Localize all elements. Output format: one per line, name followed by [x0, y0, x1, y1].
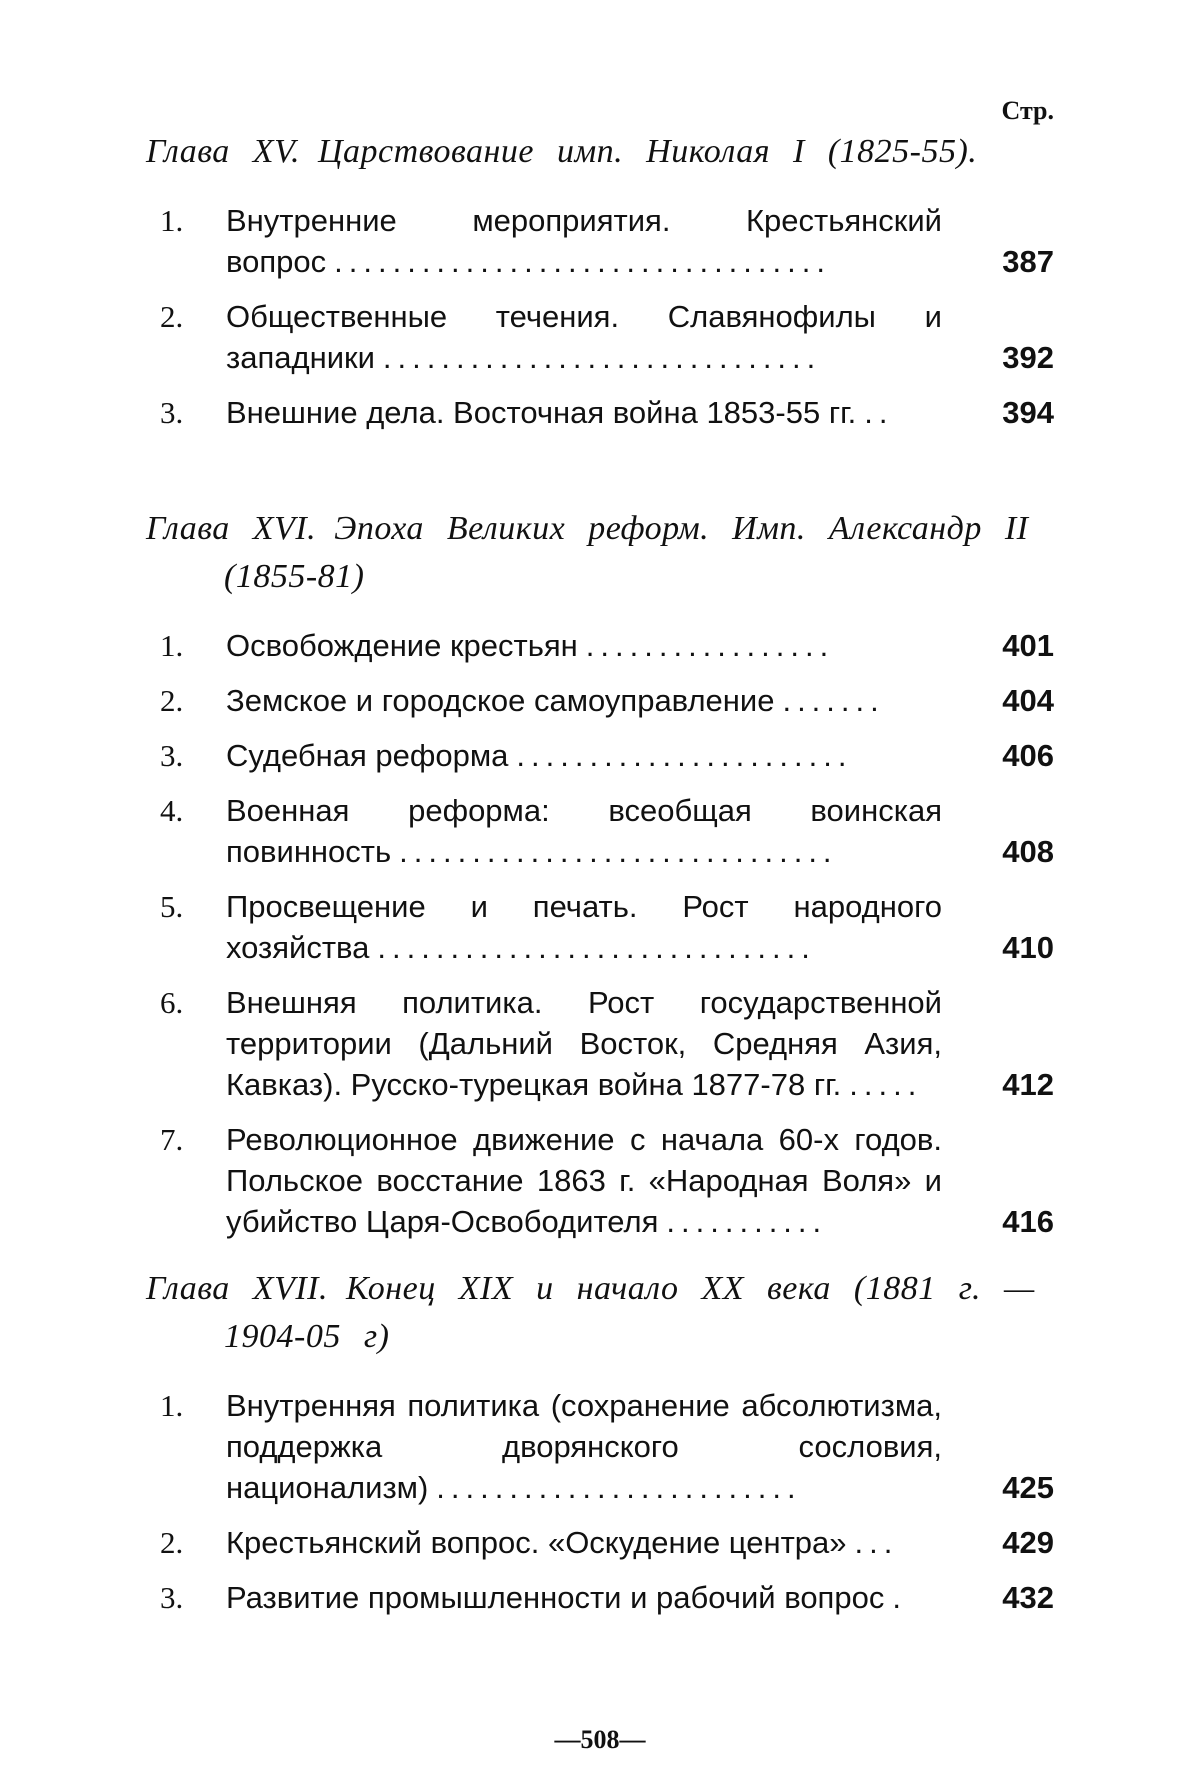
entry-page-number: 401 — [1002, 628, 1054, 663]
entry-title: Судебная реформа — [226, 738, 509, 773]
dot-leader: .................................. — [334, 244, 831, 279]
toc-entry[interactable] — [146, 1119, 1054, 1242]
entry-title: Внешняя политика. Рост государственной территории (Дальний Восток, Средняя Азия, Кавказ). Русско-турецкая война 1877-78 гг. — [226, 985, 942, 1102]
chapter-entries — [146, 200, 1054, 433]
chapter-entries — [146, 1385, 1054, 1618]
chapter-heading — [146, 128, 1054, 176]
entry-title: Внутренние мероприятия. Крестьянский вопрос — [226, 203, 942, 279]
entry-title: Освобождение крестьян — [226, 628, 578, 663]
chapter-title: Эпоха Великих реформ. Имп. Александр II (1855-81) — [224, 510, 1029, 595]
entry-page-number: 387 — [1002, 244, 1054, 279]
entry-number: 1. — [160, 203, 184, 238]
entry-page-number: 429 — [1002, 1525, 1054, 1560]
entry-page-number: 406 — [1002, 738, 1054, 773]
entry-title: Крестьянский вопрос. «Оскудение центра» — [226, 1525, 847, 1560]
chapter-17 — [146, 1265, 1054, 1632]
toc-entry[interactable] — [146, 625, 1054, 666]
chapter-heading — [146, 1265, 1054, 1361]
page-header-label: Стр. — [1001, 96, 1054, 125]
chapter-title: Конец XIX и начало XX века (1881 г. — 1904-05 г) — [224, 1270, 1035, 1355]
page-number: —508— — [554, 1725, 646, 1754]
entry-number: 2. — [160, 1525, 184, 1560]
entry-title: Революционное движение с начала 60-х годов. Польское восстание 1863 г. «Народная Воля» и убийство Царя-Освободителя — [226, 1122, 942, 1239]
toc-entry[interactable] — [146, 392, 1054, 433]
entry-page-number: 432 — [1002, 1580, 1054, 1615]
chapter-entries — [146, 625, 1054, 1242]
entry-page-number: 416 — [1002, 1204, 1054, 1239]
chapter-15 — [146, 128, 1054, 447]
entry-number: 2. — [160, 299, 184, 334]
toc-entry[interactable] — [146, 735, 1054, 776]
entry-title: Военная реформа: всеобщая воинская повинность — [226, 793, 942, 869]
chapter-16 — [146, 505, 1054, 1256]
entry-page-number: 392 — [1002, 340, 1054, 375]
dot-leader: ......................... — [436, 1470, 802, 1505]
entry-page-number: 425 — [1002, 1470, 1054, 1505]
dot-leader: .............................. — [399, 834, 838, 869]
entry-page-number: 394 — [1002, 395, 1054, 430]
dot-leader: .. — [864, 395, 894, 430]
entry-number: 2. — [160, 683, 184, 718]
dot-leader: ........... — [666, 1204, 828, 1239]
entry-title: Внутренняя политика (сохранение абсолютизма, поддержка дворянского сословия, национализм) — [226, 1388, 942, 1505]
entry-title: Внешние дела. Восточная война 1853-55 гг. — [226, 395, 857, 430]
chapter-label: Глава XVII. — [146, 1270, 328, 1307]
entry-title: Развитие промышленности и рабочий вопрос — [226, 1580, 885, 1615]
entry-page-number: 408 — [1002, 834, 1054, 869]
entry-page-number: 404 — [1002, 683, 1054, 718]
toc-entry[interactable] — [146, 886, 1054, 968]
chapter-heading — [146, 505, 1054, 601]
entry-number: 3. — [160, 1580, 184, 1615]
entry-number: 7. — [160, 1122, 184, 1157]
entry-number: 3. — [160, 738, 184, 773]
chapter-label: Глава XV. — [146, 133, 300, 170]
dot-leader: .............................. — [382, 340, 822, 375]
toc-entry[interactable] — [146, 790, 1054, 872]
toc-entry[interactable] — [146, 982, 1054, 1105]
toc-entry[interactable] — [146, 296, 1054, 378]
toc-entry[interactable] — [146, 200, 1054, 282]
entry-number: 5. — [160, 889, 184, 924]
chapter-title: Царствование имп. Николая I (1825-55). — [317, 133, 978, 170]
dot-leader: . — [892, 1580, 907, 1615]
entry-number: 4. — [160, 793, 184, 828]
entry-number: 6. — [160, 985, 184, 1020]
entry-title: Просвещение и печать. Рост народного хозяйства — [226, 889, 942, 965]
entry-number: 1. — [160, 1388, 184, 1423]
toc-entry[interactable] — [146, 1385, 1054, 1508]
dot-leader: ....................... — [516, 738, 853, 773]
dot-leader: ................. — [585, 628, 835, 663]
toc-entry[interactable] — [146, 1577, 1054, 1618]
entry-title: Земское и городское самоуправление — [226, 683, 775, 718]
chapter-label: Глава XVI. — [146, 510, 317, 547]
dot-leader: ..... — [849, 1067, 923, 1102]
dot-leader: ....... — [782, 683, 885, 718]
entry-number: 3. — [160, 395, 184, 430]
toc-entry[interactable] — [146, 1522, 1054, 1563]
entry-page-number: 412 — [1002, 1067, 1054, 1102]
dot-leader: .............................. — [377, 930, 816, 965]
entry-title: Общественные течения. Славянофилы и западники — [226, 299, 942, 375]
toc-entry[interactable] — [146, 680, 1054, 721]
dot-leader: ... — [854, 1525, 899, 1560]
entry-number: 1. — [160, 628, 184, 663]
entry-page-number: 410 — [1002, 930, 1054, 965]
